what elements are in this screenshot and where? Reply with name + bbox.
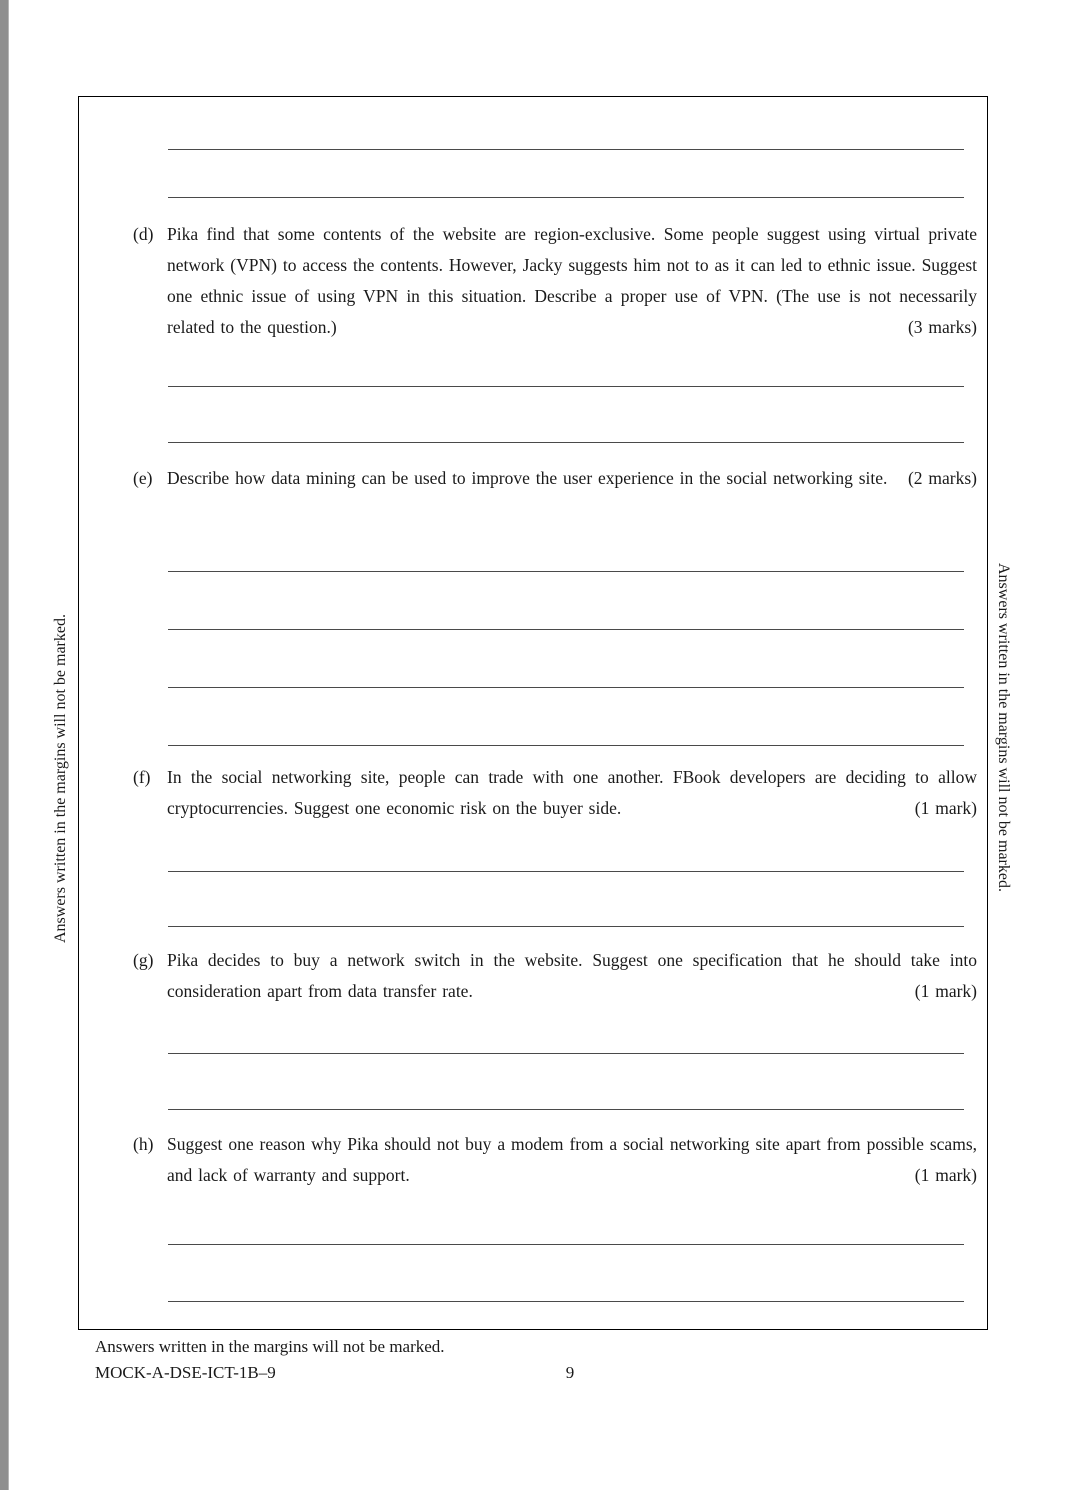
answer-line [168,1301,964,1302]
marks-label: (2 marks) [907,468,977,488]
page-number: 9 [565,1363,575,1382]
answer-line [168,629,964,630]
answer-line [168,745,964,746]
scan-edge-strip [0,0,9,1490]
answer-line [168,1109,964,1110]
marks-label: (1 mark) [914,1165,977,1185]
answer-line [168,1053,964,1054]
question-label: (d) [133,224,154,244]
left-margin-note: Answers written in the margins will not be marked. [52,614,69,943]
question-text: Describe how data mining can be used to improve the user experience in the social networking site. (2 marks) [167,463,977,494]
marks-label: (1 mark) [914,798,977,818]
marks-label: (1 mark) [914,981,977,1001]
question-d [133,219,977,343]
question-e [133,463,977,494]
question-label: (e) [133,468,153,488]
answer-line [168,926,964,927]
marks-label: (3 marks) [907,317,977,337]
answer-sheet-frame [78,96,988,1330]
question-text: Suggest one reason why Pika should not buy a modem from a social networking site apart from possible scams, and lack of warranty and support. (1 mark) [167,1129,977,1191]
right-margin-note: Answers written in the margins will not be marked. [995,563,1012,892]
answer-line [168,571,964,572]
question-label: (h) [133,1134,154,1154]
question-label: (g) [133,950,154,970]
answer-line [168,386,964,387]
question-text: Pika find that some contents of the website are region-exclusive. Some people suggest using virtual private network (VPN) to access the contents. However, Jacky suggests him not to as it can led to ethnic issue. Suggest one ethnic issue of using VPN in this situation. Describe a proper use of VPN. (The use is not necessarily related to the question.) (3 marks) [167,219,977,343]
answer-line [168,871,964,872]
question-g [133,945,977,1007]
paper-code: MOCK-A-DSE-ICT-1B–9 [95,1363,276,1382]
answer-line [168,687,964,688]
answer-line [168,1244,964,1245]
answer-line [168,149,964,150]
answer-line [168,197,964,198]
question-text: Pika decides to buy a network switch in the website. Suggest one specification that he should take into consideration apart from data transfer rate. (1 mark) [167,945,977,1007]
answer-line [168,442,964,443]
question-f [133,762,977,824]
question-label: (f) [133,767,151,787]
bottom-margin-note: Answers written in the margins will not be marked. [95,1337,445,1356]
question-text: In the social networking site, people can trade with one another. FBook developers are deciding to allow cryptocurrencies. Suggest one economic risk on the buyer side. (1 mark) [167,762,977,824]
question-h [133,1129,977,1191]
